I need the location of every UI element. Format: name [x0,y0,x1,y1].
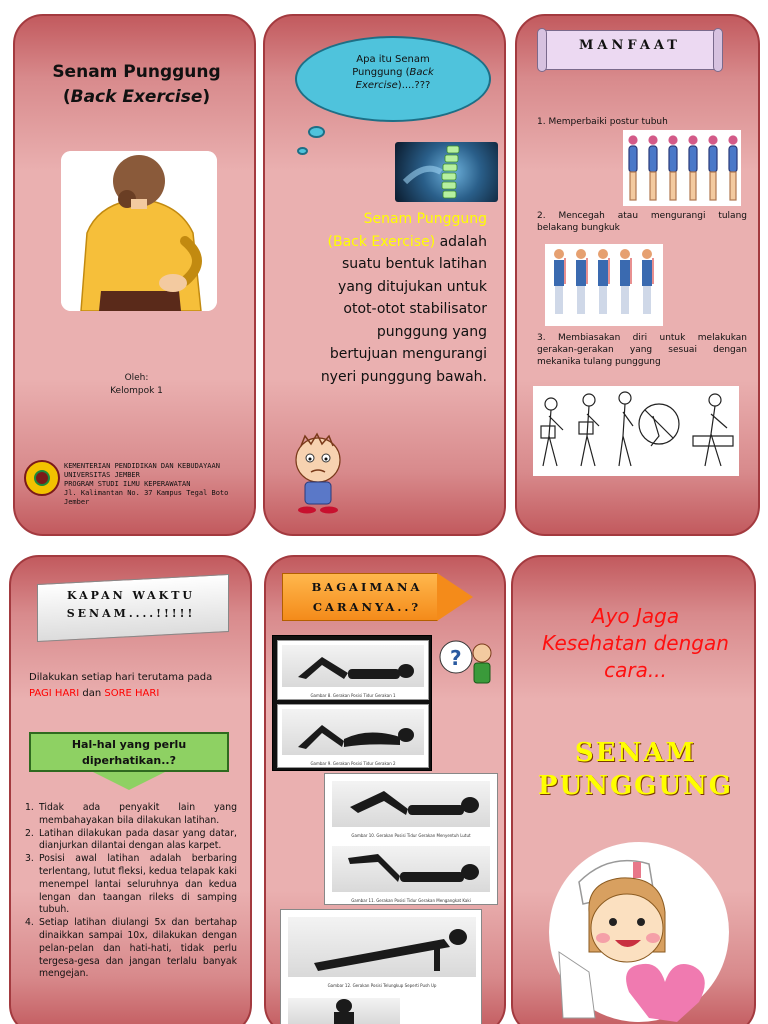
back-pain-illustration [61,151,217,311]
institution-line: UNIVERSITAS JEMBER [64,471,140,479]
exercise-photo-1 [277,640,429,700]
attention-list [25,802,237,981]
exercise-photos-group3 [280,909,482,1024]
bubble-line: Apa itu Senam [356,54,430,65]
bubble-line [323,79,463,92]
list-text: Setiap latihan diulangi 5x dan bertahap dinaikkan sampai 10x, dilakukan dengan pelan-pelan dan hati-hati, tidak perlu tergesa-gesa dan jangan terlalu banyak mengejan. [39,917,237,980]
closing-line3: cara... [604,658,667,682]
closing-title-line1: SENAM [574,738,697,768]
when-banner-line1: KAPAN WAKTU [66,589,196,602]
exercise-photos-group2 [324,773,498,905]
exercise-caption: Gambar 9. Gerakan Posisi Tidur Gerakan 2 [310,761,396,766]
nurse-heart-icon [549,842,729,1022]
exercise-figure-icon [338,850,484,890]
attention-arrow-text [29,737,229,769]
lifting-technique-icon [533,386,739,476]
spine-curvature-image [545,244,663,326]
bubble-line [323,66,463,79]
when-and: dan [79,688,105,699]
exercise-caption: Gambar 10. Gerakan Posisi Tidur Gerakan Menyentuh Lutut [351,833,471,838]
attention-line1: Hal-hal yang perlu [71,738,187,751]
exercise-figure-icon [338,787,484,825]
thought-bubble-dot [308,126,325,138]
list-text: Tidak ada penyakit lain yang membahayakan bila dilakukan latihan. [39,802,237,826]
definition-line: suatu bentuk latihan [341,256,487,272]
institution-line: KEMENTERIAN PENDIDIKAN DAN KEBUDAYAAN [64,462,220,470]
nurse-illustration [549,842,729,1022]
exercise-caption: Gambar 11. Gerakan Posisi Tidur Gerakan Mengangkat Kaki [351,898,471,903]
closing-title [513,737,756,803]
list-item [25,802,237,828]
definition-paragraph [279,208,487,388]
cover-title [15,60,256,110]
bubble-text-part: )....??? [397,80,431,91]
when-banner-line2: SENAM....!!!!! [66,607,196,620]
definition-highlight: (Back Exercise) [327,233,436,250]
logo-emblem-icon [34,470,50,486]
definition-line: punggung yang [376,323,487,340]
exercise-photo-2 [277,704,429,768]
definition-line: otot-otot stabilisator [343,301,487,317]
list-number: 1. [25,802,34,813]
kelompok-label: Kelompok 1 [110,386,163,396]
definition-line [279,208,487,231]
posture-figures-icon [623,130,741,206]
list-item [25,853,237,917]
exercise-figure-icon [304,998,384,1024]
svg-text:?: ? [450,646,462,670]
panel-when [9,555,252,1024]
when-banner-text [51,587,211,623]
exercise-photo-6 [284,994,404,1024]
question-cartoon [438,631,498,687]
list-number: 2. [25,827,34,839]
bubble-text-part: Punggung ( [352,67,410,78]
thought-bubble-dot [297,147,308,155]
confused-cartoon [287,432,349,514]
definition-highlight: Senam Punggung [363,211,487,227]
institution-line: Jl. Kalimantan No. 37 Kampus Tegal Boto Jember [64,489,229,506]
when-morning: PAGI HARI [29,688,80,699]
benefit-item-mechanics: 3. Membiasakan diri untuk melakukan gerakan-gerakan yang sesuai dengan mekanika tulang punggung [537,333,747,367]
institution-text [64,462,254,507]
definition-line: nyeri punggung bawah. [320,368,487,385]
list-item [25,917,237,981]
list-item [25,828,237,854]
spine-xray-image [395,142,498,202]
attention-arrow-tip [93,772,165,790]
closing-line2: Kesehatan dengan [542,631,729,655]
cover-title-line1: Senam Punggung [52,62,221,82]
how-line1: BAGAIMANA [311,580,423,594]
panel-closing [511,555,756,1024]
panel-benefits [515,14,760,536]
definition-line: yang ditujukan untuk [338,278,487,295]
cover-title-open: ( [62,87,71,107]
exercise-figure-icon [288,717,418,753]
exercise-photo-4 [328,842,494,904]
closing-message [513,603,756,684]
when-text: Dilakukan setiap hari terutama pada [29,672,213,683]
benefits-heading: MANFAAT [579,38,681,53]
institution-line: PROGRAM STUDI ILMU KEPERAWATAN [64,480,191,488]
closing-title-line2: PUNGGUNG [537,771,734,801]
spine-icon [395,142,498,202]
how-arrow-text [282,577,452,617]
cover-title-italic: Back Exercise [70,87,203,107]
benefit-item-posture: 1. Memperbaiki postur tubuh [537,117,668,127]
exercise-caption: Gambar 8. Gerakan Posisi Tidur Gerakan 1 [310,693,396,698]
closing-line1: Ayo Jaga [591,604,680,628]
exercise-caption: Gambar 12. Gerakan Posisi Telungkup Seperti Push Up [327,983,437,988]
how-line2: CARANYA..? [312,600,422,614]
panel-definition [263,14,506,536]
definition-line: bertujuan mengurangi [329,346,487,362]
bubble-question [323,53,463,92]
attention-line2: diperhatikan..? [82,754,176,767]
list-text: Posisi awal latihan adalah berbaring terlentang, lutut fleksi, kedua telapak kaki menempel lantai seluruhnya dan kedua lengan dan taangan rileks di samping tubuh. [39,853,237,916]
question-mark-icon [438,631,498,687]
posture-figures-image [623,130,741,206]
university-logo [24,460,60,496]
list-number: 4. [25,917,34,929]
cover-title-close: ) [202,87,211,107]
spine-curvature-icon [545,244,663,326]
definition-text: adalah [435,233,487,250]
exercise-figure-icon [294,923,470,975]
panel-cover [13,14,256,536]
when-afternoon: SORE HARI [104,688,160,699]
oleh-label: Oleh: [124,373,149,383]
panel-how [264,555,506,1024]
definition-line [279,231,487,254]
list-number: 3. [25,853,34,865]
lifting-technique-image [533,386,739,476]
list-text: Latihan dilakukan pada dasar yang datar, dianjurkan dilantai dengan alas karpet. [39,827,237,852]
bubble-text-italic: Back [409,67,434,78]
cover-title-line2 [15,85,256,110]
when-paragraph [29,670,239,702]
thinking-boy-icon [287,432,349,514]
woman-back-pain-icon [61,151,217,311]
exercise-photo-3 [328,777,494,839]
exercise-photo-5 [284,913,480,989]
benefit-item-prevent-hunch: 2. Mencegah atau mengurangi tulang belakang bungkuk [537,211,747,233]
when-times [29,686,239,702]
exercise-figure-icon [288,651,418,687]
exercise-photos-group1 [272,635,432,771]
bubble-text-italic: Exercise [355,80,398,91]
author-block [15,372,256,398]
